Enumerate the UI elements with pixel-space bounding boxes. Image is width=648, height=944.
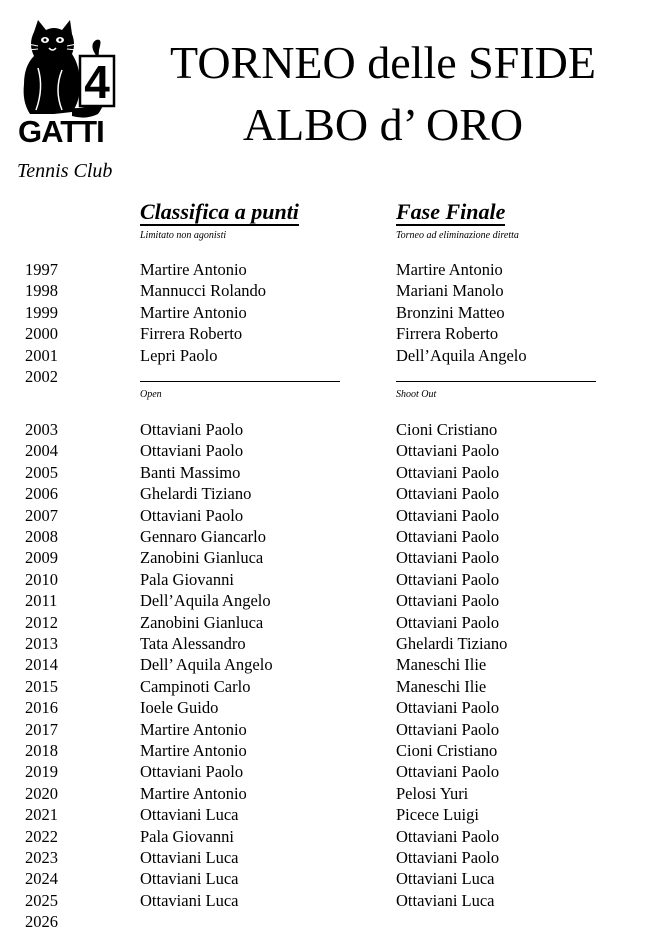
points-column-heading: Classifica a punti [140, 200, 299, 226]
year-cell: 1999 [25, 302, 58, 322]
club-subtitle: Tennis Club [17, 160, 113, 182]
final-winner-cell: Ottaviani Paolo [396, 441, 500, 461]
year-cell: 2025 [25, 890, 58, 910]
table-row [0, 345, 648, 366]
points-winner-cell: Dell’Aquila Angelo [140, 591, 271, 611]
table-row [0, 719, 648, 740]
year-cell: 2021 [25, 805, 58, 825]
final-winner-cell: Ottaviani Paolo [396, 527, 500, 546]
points-winner-cell: Ottaviani Luca [140, 848, 239, 867]
table-row [0, 547, 648, 568]
page-title-line2: ALBO d’ ORO [242, 99, 524, 150]
year-cell: 2012 [25, 612, 58, 632]
year-cell: 2010 [25, 569, 58, 589]
final-winner-cell: Ottaviani Paolo [396, 698, 500, 718]
final-divider [396, 381, 596, 382]
table-row [0, 697, 648, 718]
final-winner-cell: Ottaviani Paolo [396, 612, 500, 632]
year-cell: 2013 [25, 634, 58, 653]
year-cell: 2019 [25, 762, 58, 782]
points-winner-cell: Mannucci Rolando [140, 281, 267, 301]
points-winner-cell: Zanobini Gianluca [140, 612, 264, 632]
year-cell: 2008 [25, 527, 58, 546]
year-cell: 2022 [25, 826, 58, 846]
table-row [0, 419, 648, 440]
year-cell: 2009 [25, 548, 58, 568]
final-winner-cell: Ottaviani Luca [396, 890, 495, 910]
year-cell: 2026 [25, 912, 58, 932]
year-cell: 2016 [25, 698, 58, 718]
table-row [0, 302, 648, 323]
final-winner-cell: Ottaviani Paolo [396, 484, 500, 504]
table-row [0, 890, 648, 911]
table-row [0, 804, 648, 825]
year-cell: 2006 [25, 484, 58, 504]
points-winner-cell: Ioele Guido [140, 698, 219, 718]
final-winner-cell: Pelosi Yuri [396, 783, 469, 803]
year-cell: 2001 [25, 345, 58, 365]
year-cell: 1998 [25, 281, 58, 301]
year-cell: 2024 [25, 869, 58, 889]
points-winner-cell: Ottaviani Paolo [140, 505, 244, 525]
final-winner-cell: Ottaviani Paolo [396, 591, 500, 611]
points-winner-cell: Martire Antonio [140, 260, 247, 279]
table-row [0, 259, 648, 280]
final-winner-cell: Bronzini Matteo [396, 302, 505, 322]
table-row [0, 483, 648, 504]
final-winner-cell: Picece Luigi [396, 805, 479, 825]
points-column-note: Limitato non agonisti [140, 230, 227, 241]
year-cell: 2017 [25, 719, 58, 739]
final-winner-cell: Firrera Roberto [396, 324, 499, 344]
year-cell: 2020 [25, 783, 58, 803]
final-column-note: Torneo ad eliminazione diretta [396, 230, 519, 241]
points-divider [140, 381, 340, 382]
year-cell: 2007 [25, 505, 58, 525]
final-winner-cell: Ghelardi Tiziano [396, 634, 508, 653]
points-winner-cell: Ottaviani Paolo [140, 441, 244, 461]
table-row [0, 366, 648, 387]
final-winner-cell: Mariani Manolo [396, 281, 504, 301]
points-winner-cell: Martire Antonio [140, 783, 247, 803]
points-winner-cell: Lepri Paolo [140, 345, 218, 365]
table-row [0, 633, 648, 654]
points-winner-cell: Tata Alessandro [140, 634, 246, 653]
year-cell: 2003 [25, 420, 58, 439]
points-winner-cell: Ottaviani Luca [140, 890, 239, 910]
final-winner-cell: Ottaviani Paolo [396, 762, 500, 782]
points-winner-cell: Martire Antonio [140, 719, 247, 739]
final-winner-cell: Ottaviani Paolo [396, 826, 500, 846]
table-row [0, 526, 648, 547]
points-winner-cell: Firrera Roberto [140, 324, 243, 344]
final-winner-cell: Dell’Aquila Angelo [396, 345, 527, 365]
final-winner-cell: Cioni Cristiano [396, 420, 498, 439]
final-winner-cell: Ottaviani Paolo [396, 848, 500, 867]
page-title-line1: TORNEO delle SFIDE [170, 37, 596, 88]
final-winner-cell: Ottaviani Paolo [396, 462, 500, 482]
table-row [0, 654, 648, 675]
year-cell: 2015 [25, 676, 58, 696]
logo-number: 4 [84, 56, 110, 108]
points-winner-cell: Zanobini Gianluca [140, 548, 264, 568]
points-winner-cell: Ghelardi Tiziano [140, 484, 252, 504]
table-row [0, 612, 648, 633]
year-cell: 2004 [25, 441, 58, 461]
table-row [0, 676, 648, 697]
points-winner-cell: Ottaviani Luca [140, 805, 239, 825]
year-cell: 2023 [25, 848, 58, 867]
points-winner-cell: Dell’ Aquila Angelo [140, 655, 273, 675]
points-winner-cell: Martire Antonio [140, 741, 247, 760]
final-winner-cell: Ottaviani Luca [396, 869, 495, 889]
year-cell: 2018 [25, 741, 58, 760]
table-row [0, 590, 648, 611]
final-winner-cell: Ottaviani Paolo [396, 505, 500, 525]
logo-name: GATTI [18, 114, 104, 149]
final-winner-cell: Martire Antonio [396, 260, 503, 279]
table-row [0, 847, 648, 868]
year-cell: 2011 [25, 591, 58, 611]
table-row [0, 440, 648, 461]
table-row [0, 462, 648, 483]
table-row [0, 323, 648, 344]
final-column-heading: Fase Finale [396, 200, 505, 226]
final-column-note-shootout: Shoot Out [396, 389, 437, 400]
year-cell: 2014 [25, 655, 58, 675]
points-winner-cell: Gennaro Giancarlo [140, 527, 266, 546]
year-cell: 2005 [25, 462, 58, 482]
points-winner-cell: Ottaviani Paolo [140, 762, 244, 782]
table-row [0, 740, 648, 761]
final-winner-cell: Cioni Cristiano [396, 741, 498, 760]
final-winner-cell: Ottaviani Paolo [396, 548, 500, 568]
points-winner-cell: Martire Antonio [140, 302, 247, 322]
points-winner-cell: Campinoti Carlo [140, 676, 251, 696]
table-row [0, 569, 648, 590]
cat-logo-icon [14, 18, 126, 118]
year-cell: 2002 [25, 367, 58, 386]
points-winner-cell: Ottaviani Paolo [140, 420, 244, 439]
table-row [0, 505, 648, 526]
year-cell: 1997 [25, 260, 58, 279]
points-winner-cell: Pala Giovanni [140, 569, 234, 589]
year-cell: 2000 [25, 324, 58, 344]
final-winner-cell: Ottaviani Paolo [396, 719, 500, 739]
points-winner-cell: Banti Massimo [140, 462, 241, 482]
final-winner-cell: Ottaviani Paolo [396, 569, 500, 589]
points-column-note-open: Open [140, 389, 162, 400]
final-winner-cell: Maneschi Ilie [396, 655, 487, 675]
table-row [0, 783, 648, 804]
table-row [0, 761, 648, 782]
points-winner-cell: Pala Giovanni [140, 826, 234, 846]
table-row [0, 911, 648, 932]
table-row [0, 826, 648, 847]
final-winner-cell: Maneschi Ilie [396, 676, 487, 696]
points-winner-cell: Ottaviani Luca [140, 869, 239, 889]
table-row [0, 280, 648, 301]
table-row [0, 868, 648, 889]
